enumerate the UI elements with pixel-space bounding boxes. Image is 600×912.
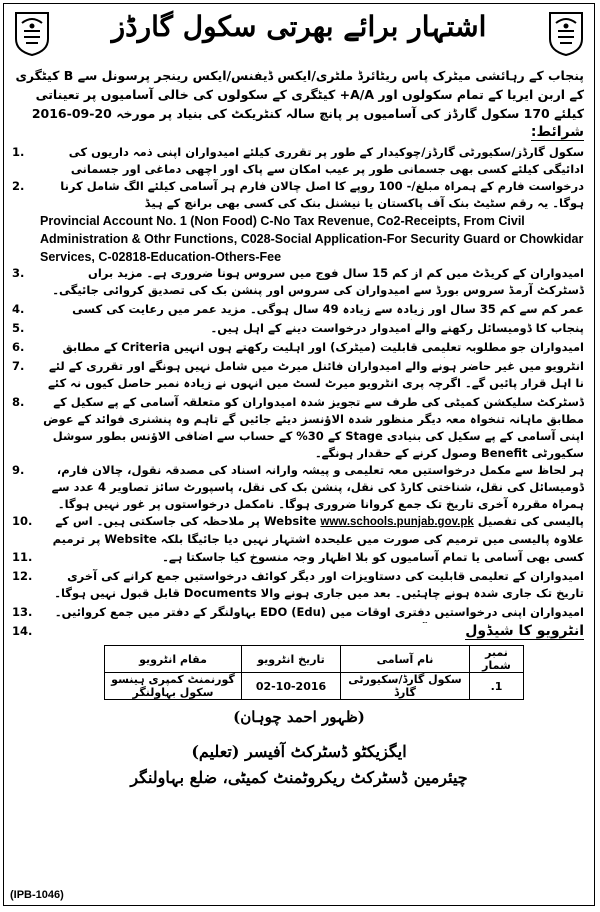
condition-item: 9. ہر لحاظ سے مکمل درخواستیں معہ تعلیمی و پیشہ وارانہ اسناد کی مصدقہ نقول، چالان فارم، ڈومیسائل کی نقل، شناختی کارڈ کی نقل، پنشن بک کی نقل، پاسپورٹ سائز تصاویر 4 عدد سے ہمراہ مقررہ آخری تاریخ تک جمع کروانا ضروری ہوگا۔ نامکمل درخواستوں پر غور نہیں ہوگا۔ [12,463,584,511]
conditions-heading: شرائط: [530,124,584,140]
table-row [105,673,524,700]
table-cell: سکول گارڈ/سکیورٹی گارڈ [341,673,470,700]
interview-schedule-table [104,645,524,700]
schedule-heading: 14. انٹرویو کا شیڈول [12,623,584,639]
table-header: مقام انٹرویو [105,646,242,673]
website-link[interactable]: www.schools.punjab.gov.pk [320,516,474,528]
signatory-designation: ایگزیکٹو ڈسٹرکٹ آفیسر (تعلیم) [191,742,407,761]
condition-item: 8. ڈسٹرکٹ سلیکشن کمیٹی کی طرف سے تجویز شدہ امیدواران کو متعلقہ آسامی کے پے سکیل کے مطابق ماہانہ تنخواہ معہ دیگر منظور شدہ الاؤنسز دیئے جائیں گے تاہم وہ پنشنری فوائد کے عوض اپنی آسامی کے پے سکیل کی بنیادی Stage کے 30% کے حساب سے اضافی الاؤنس بطور سوشل سکیورٹی Benefit وصول کرنے کے حقدار ہونگے۔ [12,395,584,460]
table-header: نام آسامی [341,646,470,673]
signatory-committee: چیئرمین ڈسٹرکٹ ریکروٹمنٹ کمیٹی، ضلع بہاولنگر [130,768,468,787]
table-cell: گورنمنٹ کمپری ہینسو سکول بہاولنگر [105,673,242,700]
condition-item: 12. امیدواران کے تعلیمی قابلیت کی دستاویزات اور دیگر کوائف درخواستیں جمع کرانے کی آخری تاریخ تک جاری شدہ ہونے چاہئیں۔ بعد میں جاری ہونے والا Documents قابل قبول نہیں ہوگا۔ [12,569,584,600]
signatory-name: (ظہور احمد چوہان) [233,708,365,726]
condition-item: 1. سکول گارڈز/سکیورٹی گارڈز/چوکیدار کے طور پر تقرری کیلئے امیدواران اپنی ذمہ داریوں کی ادائیگی کیلئے کسی بھی جسمانی طور پر عیب امکان سے پاک اور اچھی دماغی اور جسمانی [12,145,584,176]
condition-item: 4. عمر کم سے کم 35 سال اور زیادہ سے زیادہ 49 سال ہوگی۔ مزید عمر میں رعایت کی کسی [12,302,584,316]
account-details: Provincial Account No. 1 (Non Food) C-No Tax Revenue, Co2-Receipts, From Civil Administration & Othr Functions, C028-Social Application-For Security Guard or Chowkidar Services, C-02818-Education-Others-Fee [40,214,584,264]
intro-text: پنجاب کے رہائشی میٹرک پاس ریٹائرڈ ملٹری/ایکس ڈیفنس/ایکس رینجر پرسونل سے B کیٹگری کے اربن ایریا کے تمام سکولوں اور A/A+ کیٹگری کے سکولوں کی خالی آسامیوں پر تعیناتی کیلئے 170 سکول گارڈز کی آسامیوں پر پانچ سالہ کنٹریکٹ کی بنیاد پر مورخہ 20-09-2016 [15,68,584,121]
condition-item: 13. امیدواران اپنی درخواستیں دفتری اوقات میں EDO (Edu) بہاولنگر کے دفتر میں جمع کروائیں۔ [12,605,584,619]
advertisement-page [3,3,595,906]
condition-item: 5. پنجاب کا ڈومیسائل رکھنے والے امیدوار درخواست دینے کے اہل ہیں۔ [12,321,584,335]
condition-item: 2. درخواست فارم کے ہمراہ مبلغ/- 100 روپے کا اصل چالان فارم ہر آسامی کیلئے الگ شامل کرنا ہوگا۔ یہ رقم سٹیٹ بنک آف پاکستان یا نیشنل بنک کی کسی بھی برانچ کے ہیڈ Provincial Account No. 1 (Non Food) C-No Tax Revenue, Co2-Receipts, From Civil Administration & Othr Functions, C028-Social Application-For Security Guard or Chowkidar Services, C-02818-Education-Others-Fee [12,179,584,264]
table-header-row [105,646,524,673]
condition-item: 7. انٹرویو میں غیر حاضر ہونے والے امیدواران فائنل میرٹ میں شامل نہیں ہونگے اور تقرری کے لئے نا اہل قرار پائیں گے۔ اگرچہ پری انٹرویو میرٹ لسٹ میں انہوں نے زیادہ نمبر حاصل کیوں نہ کئے [12,359,584,390]
table-header: نمبر شمار [470,646,524,673]
punjab-emblem-icon [546,9,586,57]
page-title: اشتہار برائے بھرتی سکول گارڈز [111,10,487,43]
header [4,4,594,66]
ipb-number: (IPB-1046) [10,889,64,901]
condition-item: 3. امیدواران کے کریڈٹ میں کم از کم 15 سال فوج میں سروس ہونا ضروری ہے۔ مزید براں ڈسٹرکٹ آرمڈ سروس بورڈ سے امیدواران کی سروس اور پنشن بک کی تصدیق کروائی جائیگی۔ [12,266,584,297]
table-header: تاریخ انٹرویو [242,646,341,673]
table-cell: 1. [470,673,524,700]
table-cell: 02-10-2016 [242,673,341,700]
condition-item: 10. پالیسی کی تفصیل Website www.schools.punjab.gov.pk پر ملاحظہ کی جاسکتی ہیں۔ اس کے علاوہ پالیسی میں ترمیم کی صورت میں علیحدہ اشتہار نہیں دیا جائیگا بلکہ Website پر ترمیم [12,514,584,546]
punjab-emblem-icon [12,9,52,57]
condition-item: 6. امیدواران جو مطلوبہ تعلیمی قابلیت (میٹرک) اور اہلیت رکھتے ہوں انہیں Criteria کے مطابق [12,340,584,354]
condition-item: 11. کسی بھی آسامی یا تمام آسامیوں کو بلا اظہار وجہ منسوخ کیا جاسکتا ہے۔ [12,550,584,564]
